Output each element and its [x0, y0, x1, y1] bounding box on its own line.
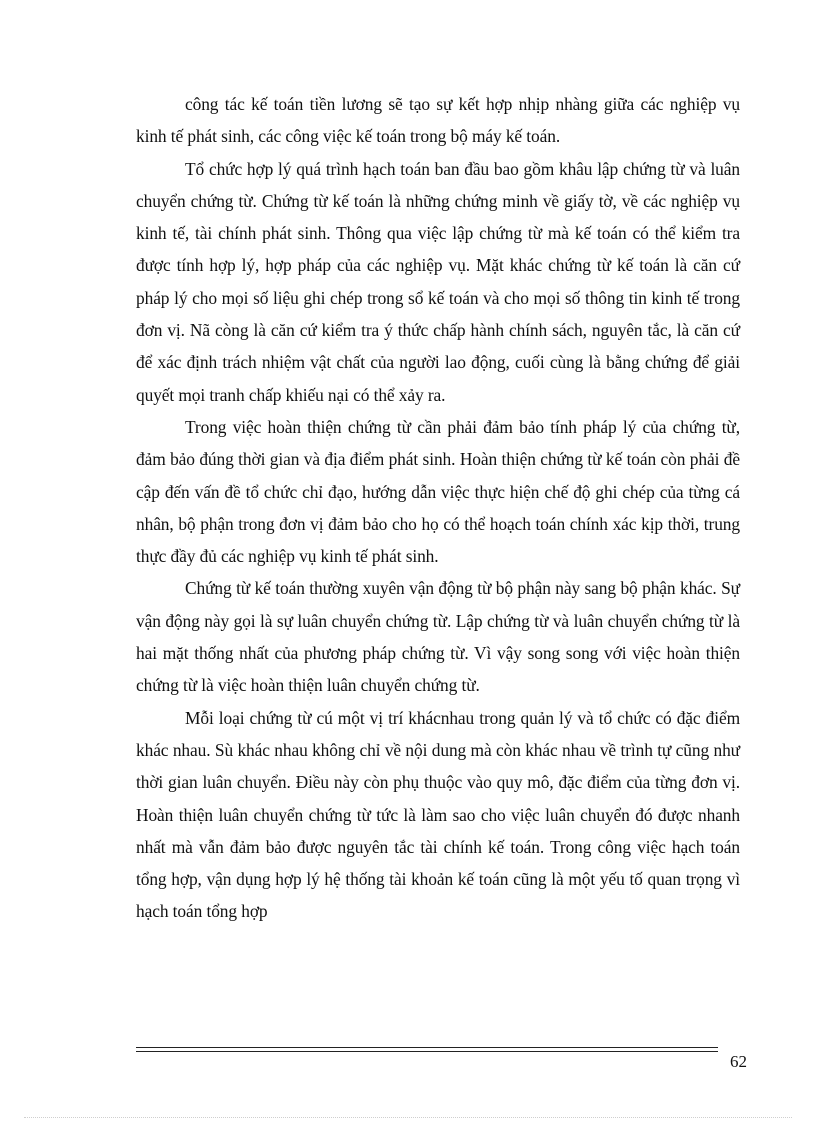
paragraph-2: Tổ chức hợp lý quá trình hạch toán ban đầu bao gồm khâu lập chứng từ và luân chuyển chứng từ. Chứng từ kế toán là những chứng minh về giấy tờ, về các nghiệp vụ kinh tế, tài chính phát sinh. Thông qua việc lập chứng từ mà kế toán có thể kiểm tra được tính hợp lý, hợp pháp của các nghiệp vụ. Mặt khác chứng từ kế toán là căn cứ pháp lý cho mọi số liệu ghi chép trong sổ kế toán và cho mọi số thông tin kinh tế trong đơn vị. Nã còng là căn cứ kiểm tra ý thức chấp hành chính sách, nguyên tắc, là căn cứ để xác định trách nhiệm vật chất của người lao động, cuối cùng là bằng chứng để giải quyết mọi tranh chấp khiếu nại có thể xảy ra. [136, 158, 740, 405]
body-text [136, 88, 740, 928]
page-edge-dotted-line [24, 1117, 792, 1118]
paragraph-4: Chứng từ kế toán thường xuyên vận động từ bộ phận này sang bộ phận khác. Sự vận động này gọi là sự luân chuyển chứng từ. Lập chứng từ và luân chuyển chứng từ là hai mặt thống nhất của phương pháp chứng từ. Vì vậy song song với việc hoàn thiện chứng từ là việc hoàn thiện luân chuyển chứng từ. [136, 578, 740, 696]
page-number: 62 [730, 1052, 747, 1071]
paragraph-1: công tác kế toán tiền lương sẽ tạo sự kết hợp nhịp nhàng giữa các nghiệp vụ kinh tế phát sinh, các công việc kế toán trong bộ máy kế toán. [136, 94, 740, 147]
paragraph-3: Trong việc hoàn thiện chứng từ cần phải đảm bảo tính pháp lý của chứng từ, đảm bảo đúng thời gian và địa điểm phát sinh. Hoàn thiện chứng từ kế toán còn phải đề cập đến vấn đề tổ chức chỉ đạo, hướng dẫn việc thực hiện chế độ ghi chép của từng cá nhân, bộ phận trong đơn vị đảm bảo cho họ có thể hoạch toán chính xác kịp thời, trung thực đầy đủ các nghiệp vụ kinh tế phát sinh. [136, 416, 740, 567]
paragraph-5: Mỗi loại chứng từ cú một vị trí khácnhau trong quản lý và tổ chức có đặc điểm khác nhau. Sù khác nhau không chỉ về nội dung mà còn khác nhau về trình tự cũng như thời gian luân chuyển. Điều này còn phụ thuộc vào quy mô, đặc điểm của từng đơn vị. Hoàn thiện luân chuyển chứng từ tức là làm sao cho việc luân chuyển đó được nhanh nhất mà vẫn đảm bảo được nguyên tắc tài chính kế toán. Trong công việc hạch toán tổng hợp, vận dụng hợp lý hệ thống tài khoản kế toán cũng là một yếu tố quan trọng vì hạch toán tổng hợp [136, 707, 740, 922]
footer-divider [136, 1047, 718, 1052]
